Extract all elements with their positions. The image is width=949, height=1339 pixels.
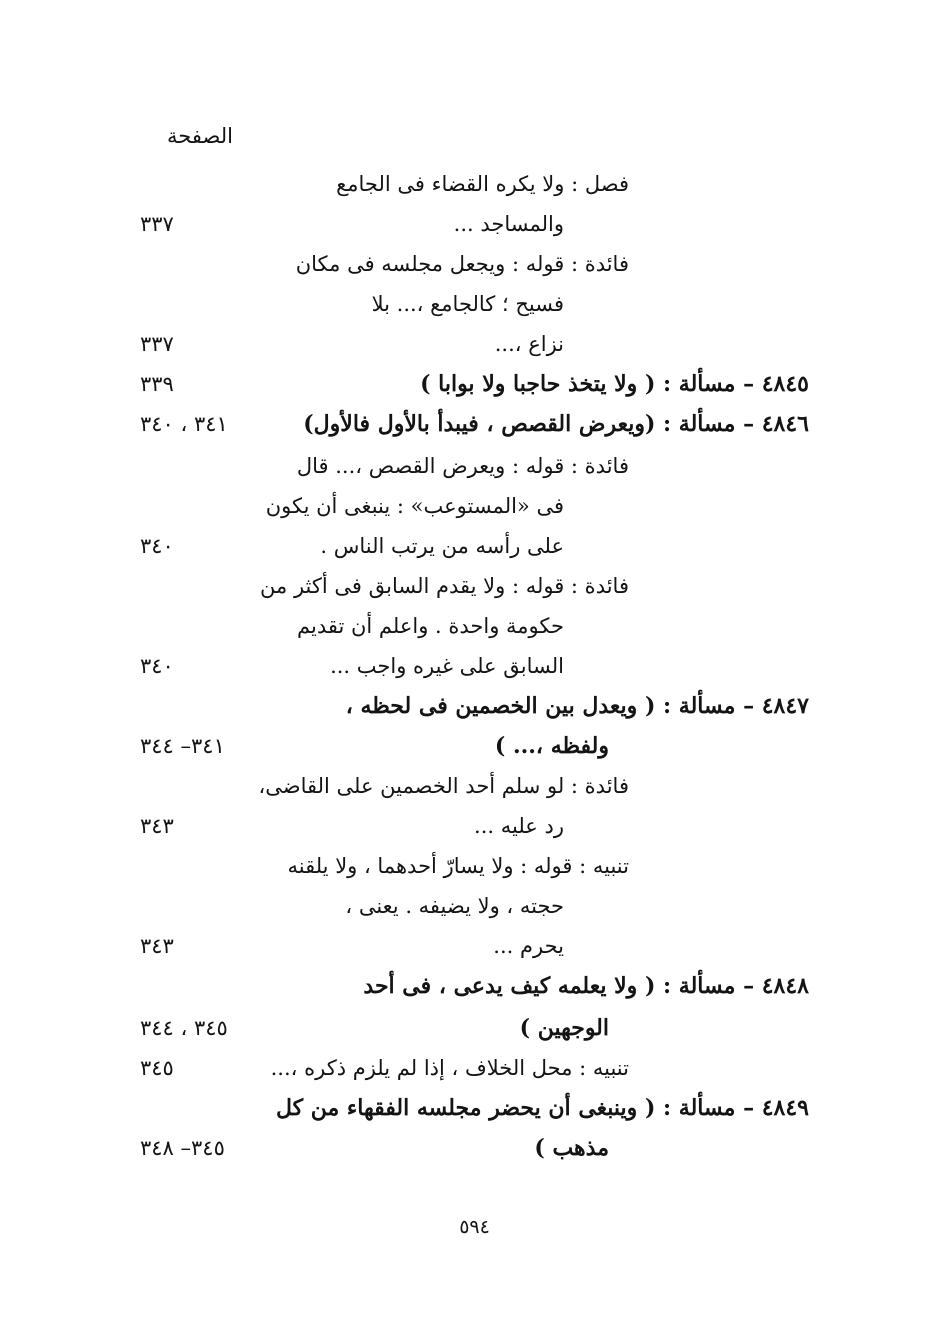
index-entry (0, 646, 949, 686)
index-entry (0, 886, 949, 926)
entry-text: حكومة واحدة . واعلم أن تقديم (297, 614, 564, 638)
entry-page-ref: ٣٤٥ ، ٣٤٤ (140, 1016, 228, 1040)
entry-page-ref: ٣٤١ ، ٣٤٠ (140, 412, 228, 436)
entry-text: ٤٨٤٥ – مسألة : ( ولا يتخذ حاجبا ولا بوابا ) (420, 371, 809, 397)
entry-page-ref: ٣٣٧ (140, 212, 174, 236)
index-entry (0, 1128, 949, 1168)
entry-page-ref: ٣٤١– ٣٤٤ (140, 734, 225, 758)
index-entry (0, 446, 949, 486)
page-column-header: الصفحة (167, 124, 233, 148)
index-entry (0, 846, 949, 886)
entry-text: فائدة : قوله : ويعرض القصص ،... قال (296, 454, 629, 478)
entry-text: فائدة : لو سلم أحد الخصمين على القاضى، (258, 774, 629, 798)
entry-text: تنبيه : محل الخلاف ، إذا لم يلزم ذكره ،... (270, 1056, 629, 1080)
entry-page-ref: ٣٤٣ (140, 934, 174, 958)
index-entry (0, 364, 949, 404)
entry-page-ref: ٣٤٠ (140, 654, 174, 678)
index-entry (0, 926, 949, 966)
entry-text: تنبيه : قوله : ولا يسارّ أحدهما ، ولا يلقنه (287, 854, 629, 878)
entry-page-ref: ٣٤٥– ٣٤٨ (140, 1136, 225, 1160)
entry-text: ٤٨٤٩ – مسألة : ( وينبغى أن يحضر مجلسه الفقهاء من كل (275, 1095, 809, 1121)
index-entry (0, 164, 949, 204)
index-entry (0, 1048, 949, 1088)
entry-text: ٤٨٤٧ – مسألة : ( ويعدل بين الخصمين فى لحظه ، (345, 693, 809, 719)
entry-text: السابق على غيره واجب ... (330, 654, 564, 678)
index-entry (0, 606, 949, 646)
entry-text: فسيح ؛ كالجامع ،... بلا (371, 292, 564, 316)
index-entry (0, 486, 949, 526)
entry-text: ٤٨٤٨ – مسألة : ( ولا يعلمه كيف يدعى ، فى أحد (363, 973, 809, 999)
entry-page-ref: ٣٣٩ (140, 372, 174, 396)
index-entry (0, 806, 949, 846)
entry-text: والمساجد ... (453, 212, 564, 236)
entry-text: يحرم ... (493, 934, 564, 958)
entry-page-ref: ٣٤٥ (140, 1056, 174, 1080)
index-entry (0, 526, 949, 566)
index-entry (0, 566, 949, 606)
entry-page-ref: ٣٤٣ (140, 814, 174, 838)
index-entry (0, 204, 949, 244)
entry-text: مذهب ) (534, 1135, 609, 1161)
entry-text: الوجهين ) (519, 1015, 609, 1041)
index-entry (0, 324, 949, 364)
entry-text: حجته ، ولا يضيفه . يعنى ، (345, 894, 564, 918)
index-entry (0, 284, 949, 324)
entry-text: ٤٨٤٦ – مسألة : (ويعرض القصص ، فيبدأ بالأول فالأول) (303, 411, 809, 437)
index-entry (0, 404, 949, 444)
index-entry (0, 726, 949, 766)
index-entry (0, 1008, 949, 1048)
entry-text: فائدة : قوله : ولا يقدم السابق فى أكثر من (260, 574, 629, 598)
entry-text: فى «المستوعب» : ينبغى أن يكون (265, 494, 564, 518)
entry-text: فصل : ولا يكره القضاء فى الجامع (336, 172, 629, 196)
index-entry (0, 1088, 949, 1128)
entry-page-ref: ٣٣٧ (140, 332, 174, 356)
index-entry (0, 766, 949, 806)
index-entry (0, 686, 949, 726)
entry-text: على رأسه من يرتب الناس . (320, 534, 564, 558)
entry-page-ref: ٣٤٠ (140, 534, 174, 558)
page-number: ٥٩٤ (459, 1216, 490, 1238)
index-entry (0, 244, 949, 284)
entry-text: فائدة : قوله : ويجعل مجلسه فى مكان (295, 252, 629, 276)
index-entry (0, 966, 949, 1006)
entry-text: نزاع ،... (494, 332, 564, 356)
entry-text: ولفظه ،... ) (494, 733, 609, 759)
entry-text: رد عليه ... (474, 814, 564, 838)
